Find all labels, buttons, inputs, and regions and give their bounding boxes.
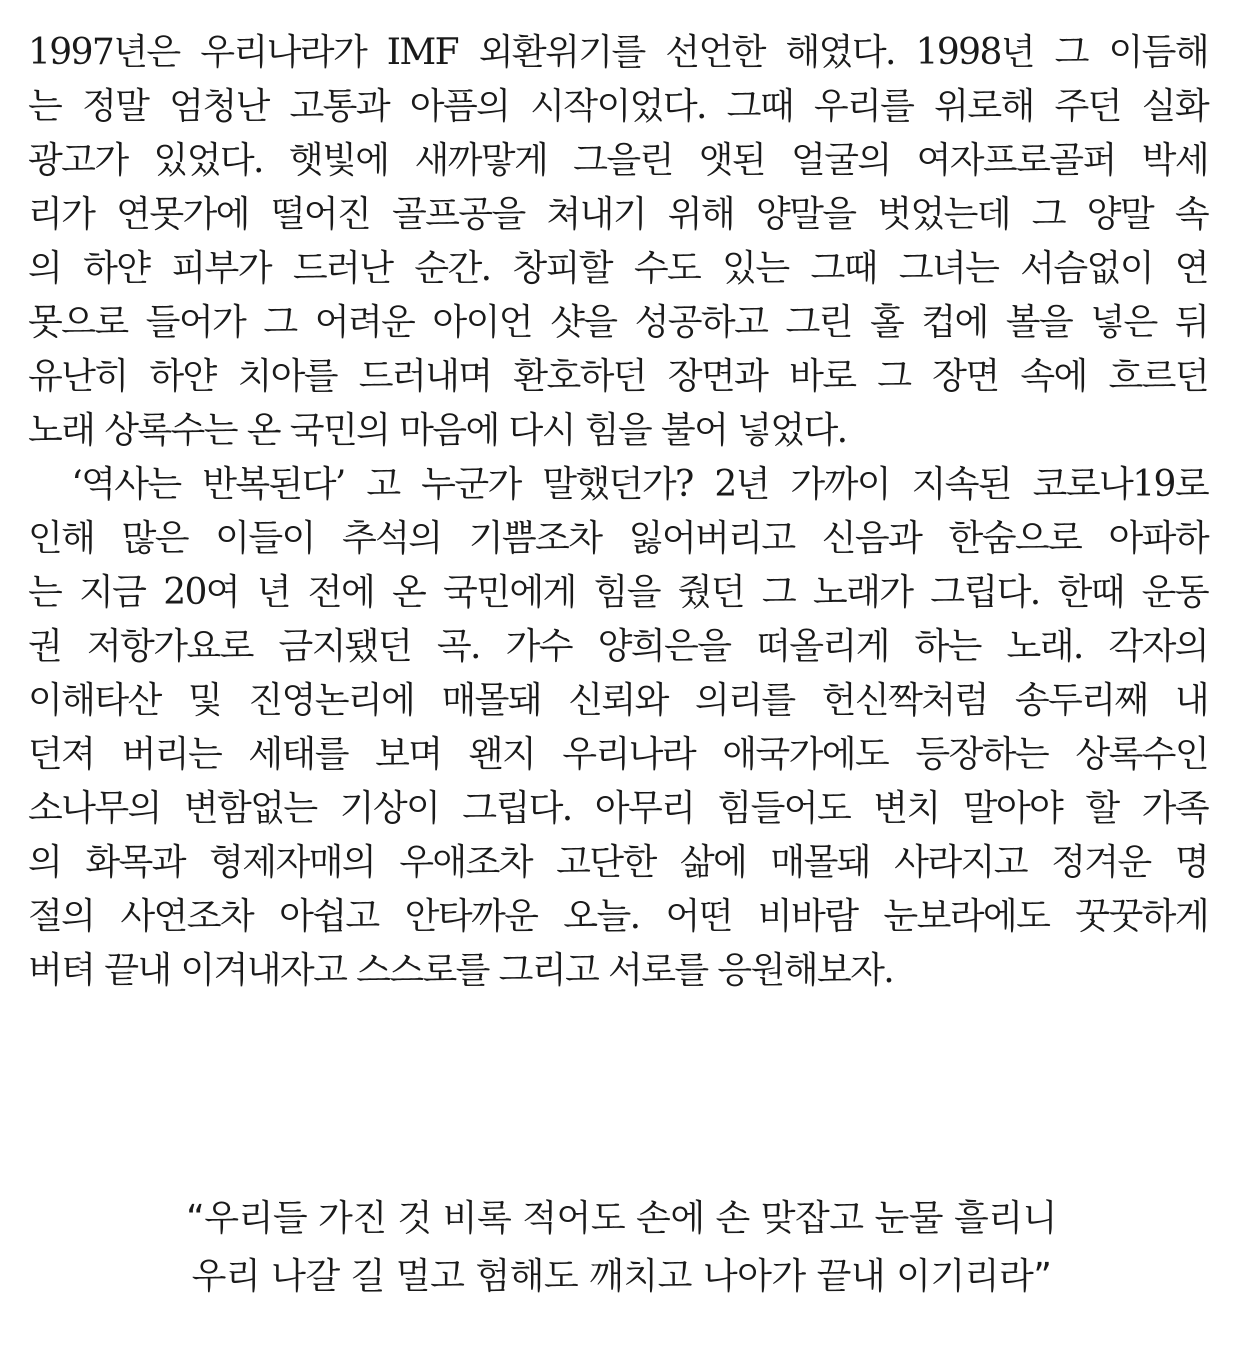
paragraph-line: 는 지금 20여 년 전에 온 국민에게 힘을 줬던 그 노래가 그립다. 한때 운동 bbox=[28, 572, 1208, 613]
paragraph-line: 못으로 들어가 그 어려운 아이언 샷을 성공하고 그린 홀 컵에 볼을 넣은 뒤 bbox=[28, 302, 1208, 343]
paragraph-line: 의 화목과 형제자매의 우애조차 고단한 삶에 매몰돼 사라지고 정겨운 명 bbox=[28, 842, 1208, 883]
paragraph-line: 던져 버리는 세태를 보며 왠지 우리나라 애국가에도 등장하는 상록수인 bbox=[28, 734, 1208, 775]
paragraph-line: 노래 상록수는 온 국민의 마음에 다시 힘을 불어 넣었다. bbox=[28, 410, 847, 451]
paragraph-line: ‘역사는 반복된다’ 고 누군가 말했던가? 2년 가까이 지속된 코로나19로 bbox=[28, 464, 1208, 505]
quote-line: “우리들 가진 것 비록 적어도 손에 손 맞잡고 눈물 흘리니 bbox=[186, 1198, 1057, 1239]
paragraph-line: 버텨 끝내 이겨내자고 스스로를 그리고 서로를 응원해보자. bbox=[28, 950, 894, 991]
paragraph-line: 리가 연못가에 떨어진 골프공을 쳐내기 위해 양말을 벗었는데 그 양말 속 bbox=[28, 194, 1208, 235]
song-lyrics-quote bbox=[0, 1190, 1243, 1306]
paragraph-line: 소나무의 변함없는 기상이 그립다. 아무리 힘들어도 변치 말아야 할 가족 bbox=[28, 788, 1208, 829]
quote-line: 우리 나갈 길 멀고 험해도 깨치고 나아가 끝내 이기리라” bbox=[191, 1256, 1052, 1297]
paragraph-line: 유난히 하얀 치아를 드러내며 환호하던 장면과 바로 그 장면 속에 흐르던 bbox=[28, 356, 1208, 397]
paragraph-line: 는 정말 엄청난 고통과 아픔의 시작이었다. 그때 우리를 위로해 주던 실화 bbox=[28, 86, 1208, 127]
paragraph-line: 1997년은 우리나라가 IMF 외환위기를 선언한 해였다. 1998년 그 이듬해 bbox=[28, 32, 1208, 73]
paragraph-line: 절의 사연조차 아쉽고 안타까운 오늘. 어떤 비바람 눈보라에도 꿋꿋하게 bbox=[28, 896, 1208, 937]
paragraph-line: 광고가 있었다. 햇빛에 새까맣게 그을린 앳된 얼굴의 여자프로골퍼 박세 bbox=[28, 140, 1208, 181]
paragraph-line: 인해 많은 이들이 추석의 기쁨조차 잃어버리고 신음과 한숨으로 아파하 bbox=[28, 518, 1208, 559]
article-body bbox=[28, 26, 1208, 998]
paragraph-line: 권 저항가요로 금지됐던 곡. 가수 양희은을 떠올리게 하는 노래. 각자의 bbox=[28, 626, 1208, 667]
paragraph-line: 이해타산 및 진영논리에 매몰돼 신뢰와 의리를 헌신짝처럼 송두리째 내 bbox=[28, 680, 1208, 721]
paragraph-line: 의 하얀 피부가 드러난 순간. 창피할 수도 있는 그때 그녀는 서슴없이 연 bbox=[28, 248, 1208, 289]
